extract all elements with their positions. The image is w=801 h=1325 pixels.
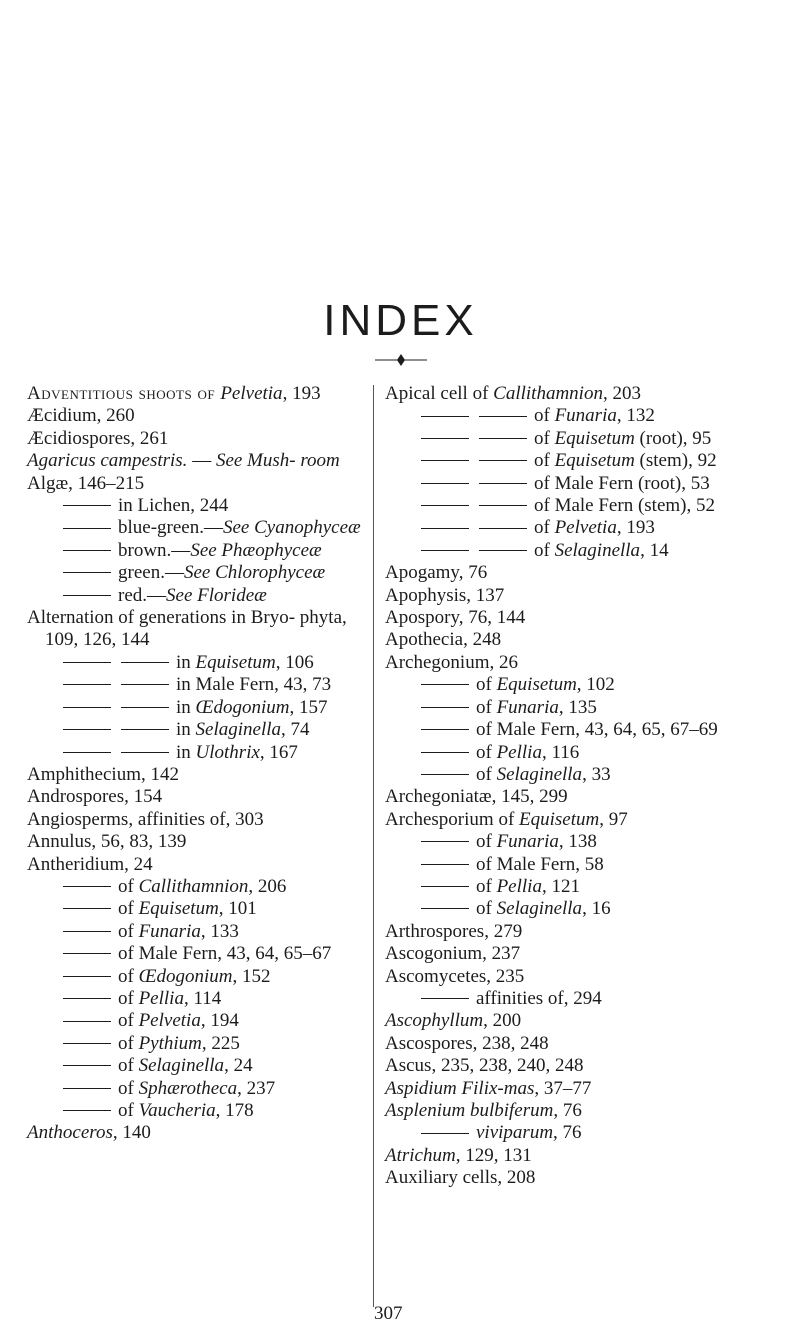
entry-text: of xyxy=(118,1055,139,1077)
entry-text: , 237 xyxy=(237,1077,276,1099)
index-entry xyxy=(385,1010,785,1032)
entry-text: Asplenium bulbiferum xyxy=(385,1100,554,1121)
index-subentry xyxy=(27,898,372,920)
entry-text: Funaria xyxy=(138,920,201,942)
ditto-dash xyxy=(63,1065,111,1066)
index-subentry xyxy=(385,719,785,741)
entry-text: , 76 xyxy=(553,1122,582,1144)
entry-text: viviparum xyxy=(476,1122,554,1144)
entry-text: , 194 xyxy=(200,1010,239,1032)
entry-text: of xyxy=(118,1010,139,1032)
entry-text: , 76 xyxy=(553,1100,582,1121)
entry-text: See Phæophyceæ xyxy=(190,539,322,561)
ditto-dash xyxy=(479,416,527,417)
ditto-dash xyxy=(121,729,169,730)
index-subentry xyxy=(385,473,785,495)
ditto-dash xyxy=(63,998,111,999)
ditto-dash xyxy=(63,886,111,887)
ditto-dash xyxy=(421,684,469,685)
ditto-dash xyxy=(479,460,527,461)
entry-text: Apical cell of xyxy=(385,383,494,404)
entry-text: , 97 xyxy=(599,808,628,830)
entry-text: , 114 xyxy=(183,987,222,1009)
entry-text: Archegonium, 26 xyxy=(385,651,518,673)
entry-text: , 133 xyxy=(200,920,239,942)
index-subentry xyxy=(27,988,372,1010)
entry-text: , 121 xyxy=(541,875,580,897)
entry-text: of xyxy=(118,898,139,920)
index-subentry xyxy=(385,831,785,853)
entry-text: of Male Fern (root), 53 xyxy=(534,472,710,494)
ditto-dash xyxy=(63,953,111,954)
entry-text: Antheridium, 24 xyxy=(27,853,153,875)
entry-text: , 193 xyxy=(616,517,655,539)
entry-text: Apospory, 76, 144 xyxy=(385,607,526,629)
ditto-dash xyxy=(421,460,469,461)
entry-text: of xyxy=(118,920,139,942)
entry-text: Agaricus campestris. xyxy=(27,450,188,472)
index-subentry xyxy=(27,943,372,965)
entry-text: of xyxy=(534,405,555,427)
entry-text: Selaginella xyxy=(195,719,282,741)
index-subentry xyxy=(385,450,785,472)
entry-text: Equisetum xyxy=(195,651,276,673)
entry-text: , 193 xyxy=(282,383,321,404)
index-entry xyxy=(385,383,785,405)
entry-text: Vaucheria xyxy=(138,1100,216,1121)
entry-text: , 206 xyxy=(248,875,287,897)
ditto-dash xyxy=(121,752,169,753)
entry-text: , 116 xyxy=(541,741,580,763)
entry-text: Atrichum xyxy=(385,1144,456,1166)
index-entry xyxy=(385,562,785,584)
entry-text: of xyxy=(118,1032,139,1054)
index-subentry xyxy=(27,517,372,539)
entry-text: Ascophyllum xyxy=(385,1010,484,1032)
ditto-dash xyxy=(121,662,169,663)
entry-text: , 157 xyxy=(289,696,328,718)
entry-text: Archesporium of xyxy=(385,808,520,830)
index-entry xyxy=(27,405,372,427)
entry-text: Equisetum xyxy=(554,450,635,472)
entry-text: , 74 xyxy=(281,719,310,741)
entry-text: of xyxy=(118,965,139,987)
ditto-dash xyxy=(63,572,111,573)
entry-text: Ascus, 235, 238, 240, 248 xyxy=(385,1055,584,1077)
entry-text: , 135 xyxy=(558,696,597,718)
index-entry xyxy=(27,450,372,472)
entry-text: , 178 xyxy=(215,1100,254,1121)
ditto-dash xyxy=(63,752,111,753)
index-entry xyxy=(385,1033,785,1055)
index-subentry xyxy=(385,674,785,696)
index-entry xyxy=(385,1078,785,1100)
ditto-dash xyxy=(421,528,469,529)
entry-text: Funaria xyxy=(496,696,559,718)
entry-text: , 106 xyxy=(275,651,314,673)
index-entry xyxy=(27,1122,372,1144)
entry-text: Ascogonium, 237 xyxy=(385,943,521,965)
entry-text: affinities of, 294 xyxy=(476,987,602,1009)
entry-text: Aspidium Filix-mas xyxy=(385,1077,535,1099)
entry-text: Ascomycetes, 235 xyxy=(385,965,525,987)
entry-text: of xyxy=(118,987,139,1009)
entry-text: , 152 xyxy=(232,965,271,987)
entry-text: Callithamnion xyxy=(138,875,249,897)
index-subentry xyxy=(385,876,785,898)
entry-text: Callithamnion xyxy=(493,383,603,404)
entry-text: Sphærotheca xyxy=(138,1077,238,1099)
ditto-dash xyxy=(421,1133,469,1134)
index-entry xyxy=(385,943,785,965)
entry-text: See Florideæ xyxy=(166,584,267,606)
entry-text: of xyxy=(476,741,497,763)
entry-text: (root), 95 xyxy=(634,427,712,449)
entry-text: Selaginella xyxy=(496,898,583,920)
entry-text: of xyxy=(118,1077,139,1099)
index-entry xyxy=(385,1055,785,1077)
index-subentry xyxy=(27,585,372,607)
ditto-dash xyxy=(421,841,469,842)
index-subentry xyxy=(27,719,372,741)
index-subentry xyxy=(27,1078,372,1100)
index-entry xyxy=(385,1145,785,1167)
entry-text: Œdogonium xyxy=(138,965,233,987)
index-subentry xyxy=(27,697,372,719)
index-subentry xyxy=(385,405,785,427)
entry-text: blue-green.— xyxy=(118,517,223,539)
entry-text: Algæ, 146–215 xyxy=(27,472,145,494)
index-subentry xyxy=(385,697,785,719)
entry-text: Selaginella xyxy=(554,539,641,561)
ditto-dash xyxy=(63,595,111,596)
index-entry xyxy=(385,1100,785,1122)
entry-text: Alternation of generations in Bryo- phyta, 109, 126, 144 xyxy=(27,607,347,651)
index-entry xyxy=(27,786,372,808)
entry-text: Pellia xyxy=(496,875,542,897)
index-subentry xyxy=(27,540,372,562)
ditto-dash xyxy=(479,505,527,506)
entry-text: Angiosperms, affinities of, 303 xyxy=(27,808,264,830)
entry-text: Archegoniatæ, 145, 299 xyxy=(385,786,568,808)
entry-text: in xyxy=(176,651,196,673)
entry-text: Apophysis, 137 xyxy=(385,584,505,606)
entry-text: , 203 xyxy=(602,383,641,404)
ditto-dash xyxy=(63,505,111,506)
index-subentry xyxy=(27,876,372,898)
entry-text: , 167 xyxy=(259,741,298,763)
entry-text: , 37–77 xyxy=(534,1077,592,1099)
entry-text: of xyxy=(476,875,497,897)
entry-text: of Male Fern (stem), 52 xyxy=(534,495,715,517)
ornament-divider xyxy=(375,353,427,367)
ditto-dash xyxy=(479,528,527,529)
entry-text: Funaria xyxy=(554,405,617,427)
index-entry xyxy=(27,831,372,853)
page-number: 307 xyxy=(374,1303,403,1324)
entry-text: , 200 xyxy=(483,1010,522,1032)
index-entry xyxy=(27,854,372,876)
entry-text: in xyxy=(176,741,196,763)
entry-text: See Chlorophyceæ xyxy=(183,562,326,584)
entry-text: Amphithecium, 142 xyxy=(27,763,179,785)
ditto-dash xyxy=(63,976,111,977)
entry-text: of xyxy=(118,1100,139,1121)
index-subentry xyxy=(385,742,785,764)
entry-text: Pelvetia xyxy=(220,383,283,404)
entry-text: brown.— xyxy=(118,539,191,561)
entry-text: Anthoceros xyxy=(27,1122,113,1144)
ditto-dash xyxy=(421,774,469,775)
ditto-dash xyxy=(63,528,111,529)
ditto-dash xyxy=(479,483,527,484)
column-divider xyxy=(373,385,374,1307)
index-column-right xyxy=(385,383,785,1190)
entry-text: Œdogonium xyxy=(195,696,290,718)
entry-text: of xyxy=(534,539,555,561)
entry-text: See Mush- room xyxy=(215,450,340,472)
index-entry xyxy=(27,428,372,450)
entry-text: of xyxy=(476,898,497,920)
ditto-dash xyxy=(421,864,469,865)
ditto-dash xyxy=(63,908,111,909)
ditto-dash xyxy=(63,1021,111,1022)
entry-text: Apothecia, 248 xyxy=(385,629,502,651)
ditto-dash xyxy=(479,550,527,551)
entry-text: , 33 xyxy=(582,763,611,785)
index-subentry xyxy=(385,428,785,450)
index-subentry xyxy=(27,966,372,988)
entry-text: of xyxy=(476,696,497,718)
index-entry xyxy=(385,921,785,943)
entry-text: Adventitious shoots of xyxy=(27,383,221,404)
entry-text: , 102 xyxy=(576,674,615,696)
entry-text: Funaria xyxy=(496,831,559,853)
index-subentry xyxy=(385,517,785,539)
ditto-dash xyxy=(63,729,111,730)
entry-text: Ascospores, 238, 248 xyxy=(385,1032,549,1054)
index-entry xyxy=(385,966,785,988)
ditto-dash xyxy=(121,707,169,708)
ditto-dash xyxy=(421,998,469,999)
ditto-dash xyxy=(421,483,469,484)
entry-text: Equisetum xyxy=(554,427,635,449)
index-entry xyxy=(385,607,785,629)
index-subentry xyxy=(385,898,785,920)
entry-text: in xyxy=(176,696,196,718)
index-entry xyxy=(27,607,372,652)
entry-text: — xyxy=(187,450,216,472)
page-title: INDEX xyxy=(323,296,478,345)
index-entry xyxy=(385,585,785,607)
entry-text: Arthrospores, 279 xyxy=(385,920,523,942)
index-subentry xyxy=(385,495,785,517)
entry-text: Equisetum xyxy=(138,898,219,920)
entry-text: Pellia xyxy=(496,741,542,763)
index-entry xyxy=(385,629,785,651)
entry-text: Ulothrix xyxy=(195,741,260,763)
entry-text: Æcidium, 260 xyxy=(27,405,135,427)
index-subentry xyxy=(385,764,785,786)
entry-text: Equisetum xyxy=(496,674,577,696)
ditto-dash xyxy=(421,886,469,887)
entry-text: in xyxy=(176,719,196,741)
entry-text: of Male Fern, 43, 64, 65–67 xyxy=(118,943,332,965)
ditto-dash xyxy=(421,908,469,909)
ditto-dash xyxy=(421,707,469,708)
index-entry xyxy=(385,786,785,808)
index-subentry xyxy=(385,540,785,562)
entry-text: Apogamy, 76 xyxy=(385,562,488,584)
index-entry xyxy=(27,383,372,405)
ditto-dash xyxy=(421,729,469,730)
entry-text: red.— xyxy=(118,584,167,606)
index-subentry xyxy=(27,1010,372,1032)
ditto-dash xyxy=(421,550,469,551)
index-subentry xyxy=(27,652,372,674)
index-subentry xyxy=(27,1033,372,1055)
index-subentry xyxy=(27,1100,372,1122)
entry-text: See Cyanophyceæ xyxy=(222,517,361,539)
entry-text: of xyxy=(476,674,497,696)
ditto-dash xyxy=(63,1110,111,1111)
entry-text: of xyxy=(118,875,139,897)
ditto-dash xyxy=(421,416,469,417)
ditto-dash xyxy=(479,438,527,439)
index-subentry xyxy=(27,1055,372,1077)
entry-text: green.— xyxy=(118,562,184,584)
entry-text: Pellia xyxy=(138,987,184,1009)
entry-text: of xyxy=(476,831,497,853)
entry-text: in Lichen, 244 xyxy=(118,495,229,517)
entry-text: (stem), 92 xyxy=(634,450,717,472)
index-entry xyxy=(27,809,372,831)
index-subentry xyxy=(27,921,372,943)
entry-text: , 101 xyxy=(218,898,257,920)
ditto-dash xyxy=(63,684,111,685)
entry-text: of Male Fern, 43, 64, 65, 67–69 xyxy=(476,719,718,741)
index-entry xyxy=(385,1167,785,1189)
index-subentry xyxy=(385,1122,785,1144)
entry-text: of xyxy=(534,517,555,539)
entry-text: Auxiliary cells, 208 xyxy=(385,1167,536,1189)
ditto-dash xyxy=(63,662,111,663)
entry-text: Pythium xyxy=(138,1032,202,1054)
ditto-dash xyxy=(63,550,111,551)
entry-text: Pelvetia xyxy=(554,517,617,539)
index-subentry xyxy=(27,674,372,696)
entry-text: Equisetum xyxy=(519,808,600,830)
ditto-dash xyxy=(421,752,469,753)
entry-text: Androspores, 154 xyxy=(27,786,163,808)
index-entry xyxy=(385,652,785,674)
entry-text: of xyxy=(534,427,555,449)
entry-text: , 24 xyxy=(224,1055,253,1077)
index-subentry xyxy=(27,562,372,584)
entry-text: Pelvetia xyxy=(138,1010,201,1032)
index-entry xyxy=(27,473,372,495)
index-subentry xyxy=(27,495,372,517)
entry-text: Annulus, 56, 83, 139 xyxy=(27,831,187,853)
index-subentry xyxy=(27,742,372,764)
ditto-dash xyxy=(63,707,111,708)
entry-text: , 14 xyxy=(640,539,669,561)
entry-text: , 140 xyxy=(112,1122,151,1144)
entry-text: of xyxy=(476,763,497,785)
entry-text: , 225 xyxy=(201,1032,240,1054)
entry-text: Æcidiospores, 261 xyxy=(27,427,169,449)
index-entry xyxy=(27,764,372,786)
entry-text: in Male Fern, 43, 73 xyxy=(176,674,332,696)
index-column-left xyxy=(27,383,372,1145)
ditto-dash xyxy=(121,684,169,685)
entry-text: Selaginella xyxy=(138,1055,225,1077)
entry-text: , 132 xyxy=(616,405,655,427)
entry-text: of xyxy=(534,450,555,472)
entry-text: , 16 xyxy=(582,898,611,920)
ditto-dash xyxy=(63,1088,111,1089)
entry-text: Selaginella xyxy=(496,763,583,785)
entry-text: of Male Fern, 58 xyxy=(476,853,604,875)
index-subentry xyxy=(385,988,785,1010)
index-entry xyxy=(385,809,785,831)
ditto-dash xyxy=(63,1043,111,1044)
ditto-dash xyxy=(421,438,469,439)
entry-text: , 138 xyxy=(558,831,597,853)
ditto-dash xyxy=(63,931,111,932)
entry-text: , 129, 131 xyxy=(455,1144,532,1166)
index-subentry xyxy=(385,854,785,876)
ditto-dash xyxy=(421,505,469,506)
